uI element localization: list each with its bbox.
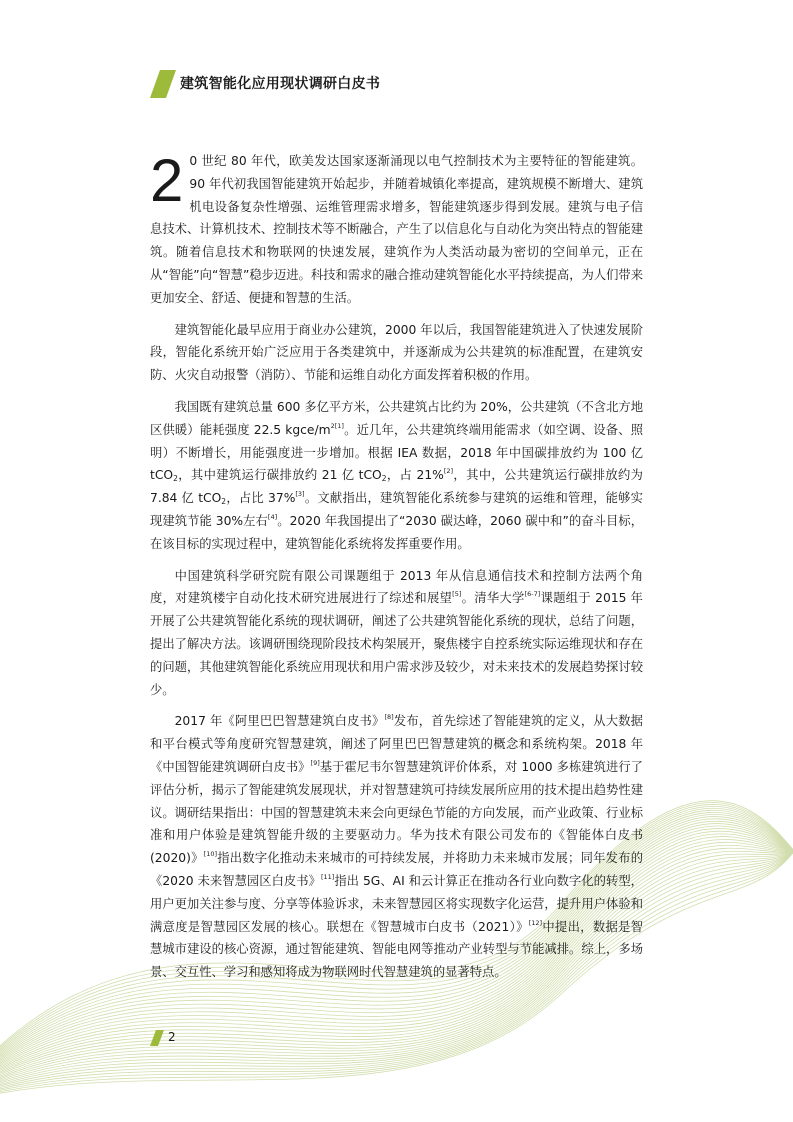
paragraph-5-text: 指出 5G、AI 和云计算正在推动各行业向数字化的转型，用户更加关注参与度、分享等体验诉求，未来智慧园区将实现数字化运营，提升用户体验和满意度是智慧园区发展的核心。联想在《智慧城市白皮书（2021）》 — [150, 873, 643, 934]
subscript-2: 2 — [173, 474, 178, 484]
subscript-2: 2 — [381, 474, 387, 484]
citation-9: [9] — [310, 758, 320, 767]
citation-1: [1] — [334, 421, 344, 430]
paragraph-3-text: ，占比 37% — [226, 491, 296, 506]
paragraph-3-text: ，占 21% — [386, 468, 444, 483]
paragraph-3-text: ，其中建筑运行碳排放约 21 亿 tCO — [177, 468, 382, 483]
footer-accent-mark-icon — [150, 1030, 164, 1046]
paragraph-3-text: 我国既有建筑总量 600 多亿平方米，公共建筑占比约为 20%，公共建筑（不含北方地区供暖）能耗强度 22.5 kgce/m — [150, 399, 643, 437]
citation-2: [2] — [443, 467, 454, 476]
citation-5: [5] — [452, 590, 462, 599]
citation-6-7: [6-7] — [524, 590, 541, 599]
superscript-2: 2 — [330, 421, 335, 430]
paragraph-1 — [150, 147, 643, 310]
page-number: 2 — [168, 1030, 176, 1044]
paragraph-3-text: 。2020 年我国提出了“2030 碳达峰，2060 碳中和”的奋斗目标，在该目标的实现过程中，建筑智能化系统将发挥重要作用。 — [150, 513, 643, 551]
paragraph-3-text: ，其中，公共建筑运行碳排放约为 7.84 亿 tCO — [150, 468, 643, 506]
paragraph-4-text: 课题组于 2015 年开展了公共建筑智能化系统的现状调研，阐述了公共建筑智能化系统的现状，总结了问题，提出了解决方法。该调研围绕现阶段技术构架展开，聚焦楼宇自控系统实际运维现状和存在的问题，其他建筑智能化系统应用现状和用户需求涉及较少，对未来技术的发展趋势探讨较少。 — [150, 591, 643, 697]
paragraph-3-text: 。文献指出，建筑智能化系统参与建筑的运维和管理，能够实现建筑节能 30%左右 — [150, 491, 643, 528]
citation-4: [4] — [267, 512, 278, 521]
paragraph-5-text: 基于霍尼韦尔智慧建筑评价体系，对 1000 多栋建筑进行了评估分析，揭示了智能建筑发展现状，并对智慧建筑可持续发展所应用的技术提出趋势性建议。调研结果指出：中国的智慧建筑未来会向更绿色节能的方向发展，而产业政策、行业标准和用户体验是建筑智能升级的主要驱动力。华为技术有限公司发布的《智能体白皮书(2020)》 — [150, 759, 643, 866]
paragraph-5 — [150, 710, 643, 984]
citation-3: [3] — [295, 490, 305, 499]
citation-12: [12] — [528, 918, 543, 927]
drop-cap: 2 — [150, 147, 184, 214]
paragraph-4-text: 中国建筑科学研究院有限公司课题组于 2013 年从信息通信技术和控制方法两个角度，对建筑楼宇自动化技术研究进展进行了综述和展望 — [150, 568, 643, 606]
paragraph-5-text: 2017 年《阿里巴巴智慧建筑白皮书》 — [174, 714, 385, 729]
header-accent-mark-icon — [150, 70, 176, 98]
paragraph-1-text: 0 世纪 80 年代，欧美发达国家逐渐涌现以电气控制技术为主要特征的智能建筑。90 年代初我国智能建筑开始起步，并随着城镇化率提高，建筑规模不断增大、建筑机电设备复杂性增强、运维管理需求增多，智能建筑逐步得到发展。建筑与电子信息技术、计算机技术、控制技术等不断融合，产生了以信息化与自动化为突出特点的智能建筑。随着信息技术和物联网的快速发展，建筑作为人类活动最为密切的空间单元，正在从“智能”向“智慧”稳步迈进。科技和需求的融合推动建筑智能化水平持续提高，为人们带来更加安全、舒适、便捷和智慧的生活。 — [150, 154, 643, 305]
citation-8: [8] — [384, 713, 394, 722]
article-body — [150, 147, 643, 993]
paragraph-5-text: 发布，首先综述了智能建筑的定义，从大数据和平台模式等角度研究智慧建筑，阐述了阿里巴巴智慧建筑的概念和系统构架。2018 年《中国智能建筑调研白皮书》 — [150, 714, 643, 774]
paragraph-5-text: 中提出，数据是智慧城市建设的核心资源，通过智能建筑、智能电网等推动产业转型与节能减排。综上，多场景、交互性、学习和感知将成为物联网时代智慧建筑的显著特点。 — [150, 919, 643, 980]
citation-11: [11] — [320, 872, 335, 881]
subscript-2: 2 — [221, 497, 227, 507]
paragraph-3 — [150, 396, 643, 556]
citation-10: [10] — [203, 850, 217, 859]
paragraph-5-text: 指出数字化推动未来城市的可持续发展，并将助力未来城市发展；同年发布的《2020 未来智慧园区白皮书》 — [150, 851, 643, 888]
paragraph-4-text: 。清华大学 — [461, 591, 525, 606]
paragraph-4 — [150, 565, 643, 702]
header-title: 建筑智能化应用现状调研白皮书 — [180, 76, 381, 92]
paragraph-2: 建筑智能化最早应用于商业办公建筑，2000 年以后，我国智能建筑进入了快速发展阶段，智能化系统开始广泛应用于各类建筑中，并逐渐成为公共建筑的标准配置，在建筑安防、火灾自动报警（消防）、节能和运维自动化方面发挥着积极的作用。 — [150, 322, 643, 383]
paragraph-3-text: 。近几年，公共建筑终端用能需求（如空调、设备、照明）不断增长，用能强度进一步增加。根据 IEA 数据，2018 年中国碳排放约为 100 亿 tCO — [150, 422, 643, 483]
